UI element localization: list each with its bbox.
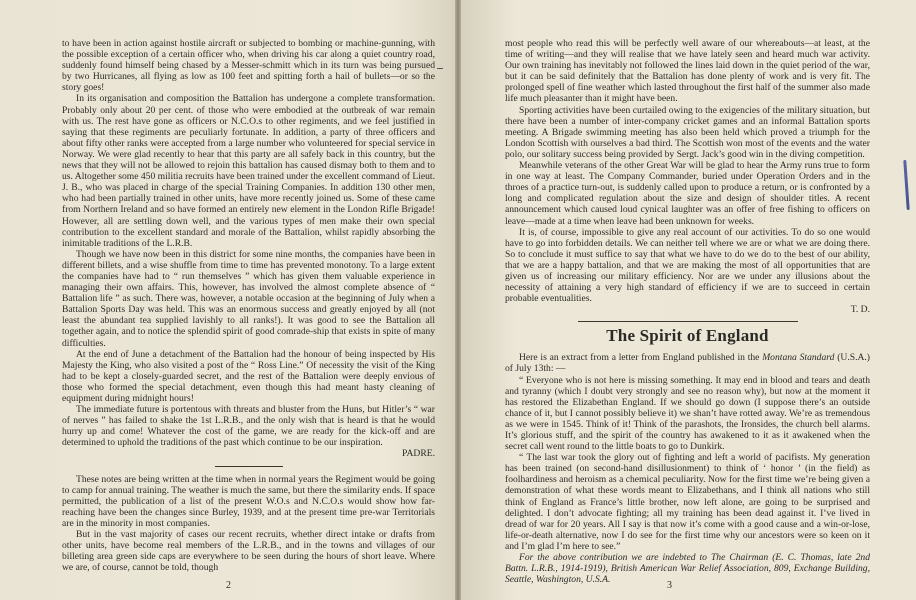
paragraph: Meanwhile veterans of the other Great War will be glad to hear the Army runs true to form in one way at least. The Company Commander, buried under Operation Orders and in the throes of a practice turn-out, is suddenly called upon to produce a return, or is confronted by a long and complicated regulation about the size and design of shoulder titles. A recent announcement which caused loud cynical laughter was an offer of free fishing to officers on leave—made at a time when leave had been unknown for weeks.: [505, 160, 870, 227]
right-page: [461, 0, 916, 600]
paragraph: It is, of course, impossible to give any real account of our activities. To do so one would have to go into forbidden details. We can neither tell where we are or what we are doing there. So to conclude it must suffice to say that what we have to do we do to the best of our ability, that we are a happy battalion, and that we are making the most of all opportunities that are given us of increasing our military efficiency. Nor are we under any illusions about the necessity of attaining a very high standard of efficiency if we are to succeed in certain probable eventualities.: [505, 226, 870, 305]
newspaper-name: Montana Standard: [762, 352, 835, 364]
paragraph: At the end of June a detachment of the Battalion had the honour of being inspected by His Majesty the King, who also visited a post of the “ Ross Line.” Of necessity the visit of the King had to be kept a closely-guarded secret, and the rest of the Battalion were deeply envious of those who formed the special detachment, even though this had meant hasty cleaning of equipment during midnight hours!: [62, 348, 435, 404]
intro-paragraph: [505, 352, 870, 374]
signature-td: T. D.: [850, 304, 870, 316]
paragraph: most people who read this will be perfectly well aware of our whereabouts—at least, at the time of writing—and they will realise that we have lately seen and heard much war activity. Our own training has inevitably not followed the lines laid down in the quiet period of the war, but it can be said definitely that the Battalion has done plenty of work and is very fit. The prolonged spell of fine weather which lasted throughout the first half of the summer also made life much pleasanter than it might have been.: [505, 38, 870, 105]
footnote: [505, 552, 870, 585]
signature-padre: PADRE.: [402, 448, 435, 460]
letter-paragraph: “ Everyone who is not here is missing something. It may end in blood and tears and death and tyranny (which I doubt very strongly and see no reason why), but now at the moment it has restored the Elizabethan England. If we should go down (I suppose there’s an outside chance of it, but I cannot possibly believe it) we shan’t have rotted away. We’re as tremendous as we were in 1545. Think of it! Think of the parashots, the Ironsides, the church bell alarms. It’s glorious stuff, and the spirit of the country has awakened to it as it awakened when the secret call went round to the little boats to go to Dunkirk.: [505, 374, 870, 453]
letter-paragraph: “ The last war took the glory out of fighting and left a world of pacifists. My generation has been trained (on second-hand disillusionment) to think of ‘ honor ’ (in the field) as foolhardiness and heroism as a chemical peculiarity. Now for the first time we’re being given a demonstration of what these words meant to Elizabethans, and I think all nations who still think of England as France’s little brother, now left alone, are going to be surprised and delighted. I don’t advocate fighting; all my training has been dead against it. I’ve lived in dread of war for 20 years. All I say is that now it’s come with a good cause and a win-or-lose, life-or-death alternative, now I do see for the first time why our ancestors were so keen on it and I’m glad I’m here to see.”: [505, 452, 870, 552]
paragraph: The immediate future is portentous with threats and bluster from the Huns, but Hitler’s “ war of nerves ” has failed to shake the 1st L.R.B., and the only wish that is heard is that he would hurry up and come! Whatever the cost of the game, we are ready for the kick-off and are determined to uphold the traditions of the past which continue to be our inspiration.: [62, 404, 435, 449]
paragraph: to have been in action against hostile aircraft or subjected to bombing or machine-gunning, with the possible exception of a certain officer who, when driving his car along a quiet country road, suddenly found himself being chased by a Messer-schmitt which in its turn was being pursued by two Hurricanes, all flying as low as 100 feet and spitting forth a hail of bullets—or so the story goes!: [62, 38, 435, 94]
paragraph: But in the vast majority of cases our recent recruits, whether direct intake or drafts from other units, have become real members of the L.R.B., and in the towns and villages of our billeting area green side caps are everywhere to be seen during the hours of short leave. Where we are, of course, cannot be told, though: [62, 529, 435, 574]
section-divider: [215, 466, 283, 467]
paragraph: Sporting activities have been curtailed owing to the exigencies of the military situation, but there have been a number of inter-company cricket games and an informal Battalion sports meeting. A Brigade swimming meeting has also been held which proved a triumph for the London Scottish with ourselves a bad third. The Scottish won most of the events and the water polo, our solitary success being provided by Sergt. Jack’s good win in the diving competition.: [505, 104, 870, 160]
intro-text: Here is an extract from a letter from England published in the: [519, 352, 763, 364]
left-page: [0, 0, 455, 600]
article-heading: The Spirit of England: [606, 326, 769, 346]
section-divider: [578, 321, 798, 322]
page-number: 2: [226, 580, 231, 591]
intro-text: (U.S.A.) of July 13th: —: [505, 352, 870, 375]
paragraph: Though we have now been in this district for some nine months, the companies have been in different billets, and a wise shuffle from time to time has prevented monotony. To a large extent the companies have had to “ run themselves ” which has given them valuable experience in managing their own affairs. This, however, has involved the almost complete absence of “ Battalion life ” as such. There was, however, a notable occasion at the beginning of July when a Battalion Sports Day was held. This was an enormous success and greatly enjoyed by all (not least the abundant tea supplied lavishly to all ranks!). It was good to see the Battalion all together again, and to notice the splendid spirit of good comrade-ship that exists in spite of many difficulties.: [62, 248, 435, 349]
page-number: 3: [667, 580, 672, 591]
pencil-mark: [437, 68, 443, 69]
paragraph: These notes are being written at the time when in normal years the Regiment would be going to camp for annual training. The weather is much the same, but there the similarity ends. If space permitted, the publication of a list of the present W.O.s and N.C.O.s would show how far-reaching have been the changes since Burley, 1939, and at the present time pre-war Territorials are in the minority in most companies.: [62, 473, 435, 529]
paragraph: In its organisation and composition the Battalion has undergone a complete transformation. Probably only about 20 per cent. of those who were embodied at the outbreak of war remain with us. The rest have gone as officers or N.C.O.s to other regiments, and we feel justified in saying that these regiments are peculiarly fortunate. In addition, a party of three officers and about fifty other ranks were accepted from a large number who volunteered for special service in Norway. We were glad recently to hear that this party are all safely back in this country, but the news that they will not be allowed to rejoin this battalion has caused dismay both to them and to us. Altogether some 450 militia recruits have been trained under the excellent command of Lieut. J. B., who was placed in charge of the special Training Companies. In addition 130 other men, who had been partially trained in other units, have more recently joined us. Some of these came from Northern Ireland and so have formed an entirely new element in the London Rifle Brigade! However, all are settling down well, and the various types of men make their own special contribution to the excellent standard and morale of the Battalion, whilst rapidly absorbing the inimitable traditions of the L.R.B.: [62, 93, 435, 249]
footnote-text: For the above contribution we are indebted to The Chairman (E. C. Thomas, late 2nd Battn. L.R.B., 1914-1919), British American War Relief Association, 809, Exchange Building, Seattle, Washington, U.S.A.: [505, 552, 870, 586]
